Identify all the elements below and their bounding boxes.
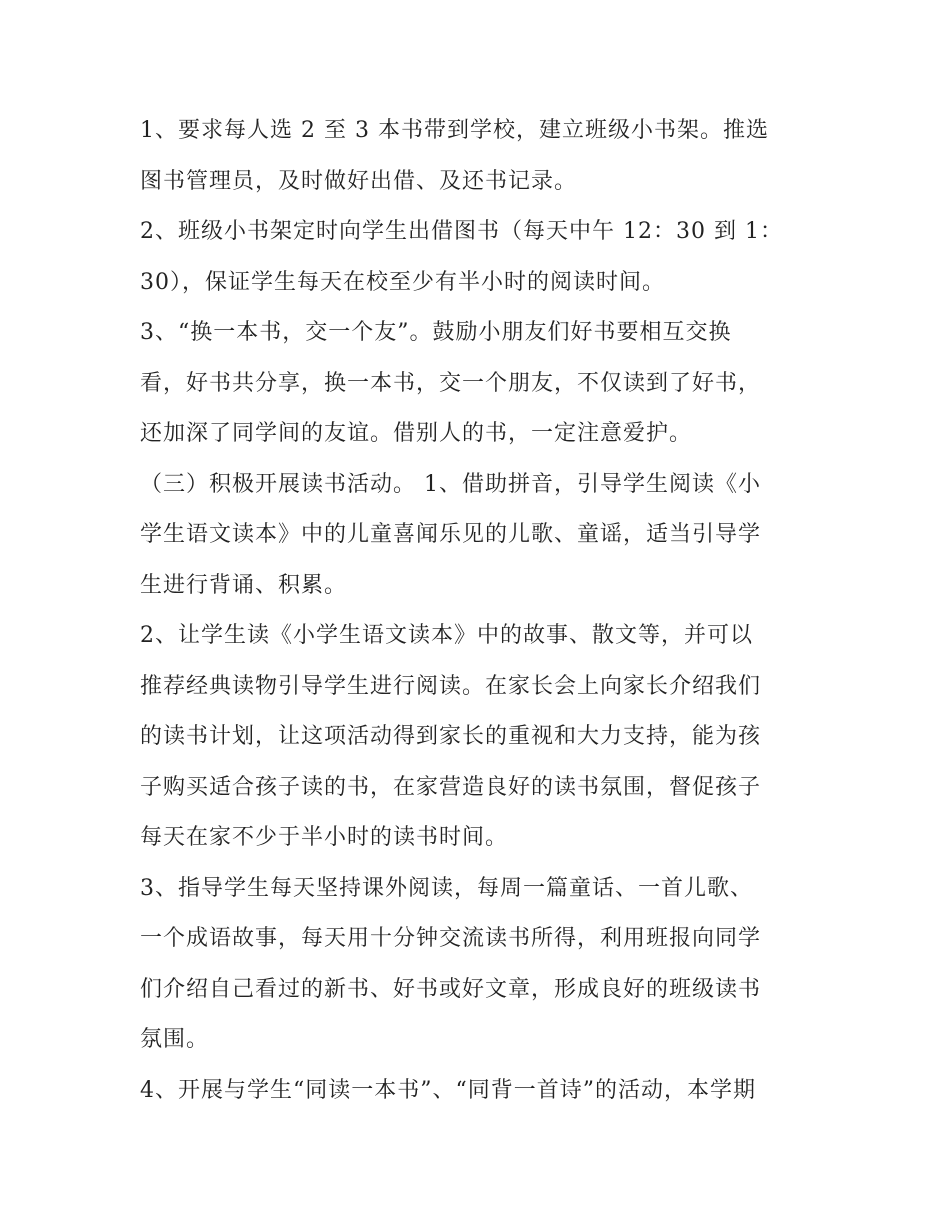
text-line-4: 30），保证学生每天在校至少有半小时的阅读时间。 — [140, 269, 665, 295]
text-line-3: 2、班级小书架定时向学生出借图书（每天中午 12：30 到 1： — [140, 219, 783, 244]
text-line-7: 还加深了同学间的友谊。借别人的书，一定注意爱护。 — [140, 421, 693, 446]
text-line-11: 2、让学生读《小学生语文读本》中的故事、散文等，并可以 — [140, 623, 753, 648]
text-line-6: 看，好书共分享，换一本书，交一个朋友，不仅读到了好书， — [140, 370, 762, 396]
text-line-13: 的读书计划，让这项活动得到家长的重视和大力支持，能为孩 — [140, 724, 762, 749]
text-line-18: 们介绍自己看过的新书、好书或好文章，形成良好的班级读书 — [140, 976, 762, 1002]
text-line-19: 氛围。 — [140, 1027, 210, 1052]
text-line-8: （三）积极开展读书活动。 1、借助拼音，引导学生阅读《小 — [140, 471, 761, 497]
text-line-14: 子购买适合孩子读的书，在家营造良好的读书氛围，督促孩子 — [140, 774, 762, 800]
text-line-10: 生进行背诵、积累。 — [140, 572, 348, 598]
text-line-16: 3、指导学生每天坚持课外阅读，每周一篇童话、一首儿歌、 — [140, 875, 753, 901]
text-line-12: 推荐经典读物引导学生进行阅读。在家长会上向家长介绍我们 — [140, 673, 762, 699]
text-line-5: 3、“换一本书，交一个友”。鼓励小朋友们好书要相互交换 — [140, 320, 732, 345]
text-line-17: 一个成语故事，每天用十分钟交流读书所得，利用班报向同学 — [140, 926, 762, 951]
document-body — [140, 106, 830, 1116]
text-line-20: 4、开展与学生“同读一本书”、“同背一首诗”的活动，本学期 — [140, 1077, 756, 1103]
text-line-15: 每天在家不少于半小时的读书时间。 — [140, 825, 509, 850]
text-line-9: 学生语文读本》中的儿童喜闻乐见的儿歌、童谣，适当引导学 — [140, 522, 762, 547]
text-line-2: 图书管理员，及时做好出借、及还书记录。 — [140, 168, 578, 194]
text-line-1: 1、要求每人选 2 至 3 本书带到学校，建立班级小书架。推选 — [140, 118, 769, 143]
